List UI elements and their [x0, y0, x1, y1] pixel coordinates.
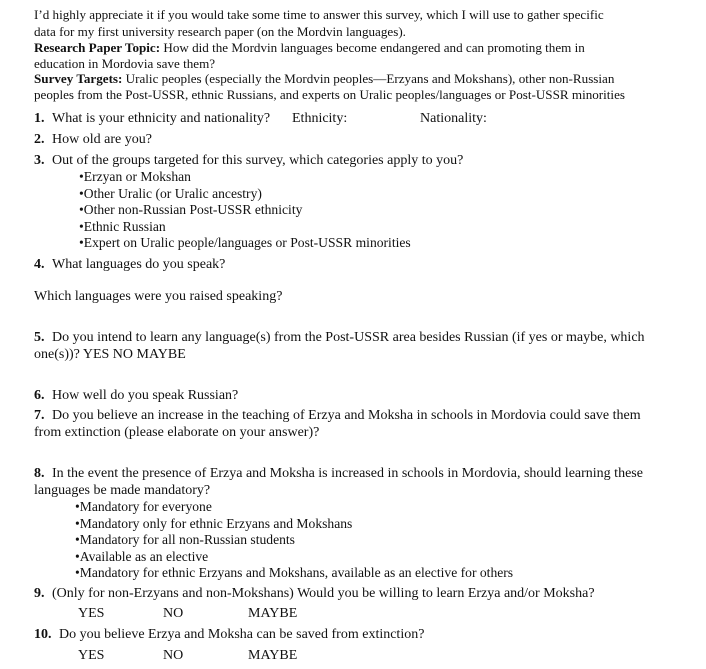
- option-other-uralic: •Other Uralic (or Uralic ancestry): [79, 186, 262, 201]
- survey-targets-label: Survey Targets:: [34, 71, 123, 86]
- option-other-non-russian: •Other non-Russian Post-USSR ethnicity: [79, 202, 303, 217]
- question-number: 7.: [34, 408, 45, 423]
- question-text: How well do you speak Russian?: [52, 388, 239, 403]
- question-text: Out of the groups targeted for this survey, which categories apply to you?: [52, 153, 464, 168]
- question-6: [34, 389, 238, 403]
- intro-line-1: I’d highly appreciate it if you would take some time to answer this survey, which I will use to gather specific: [34, 7, 604, 22]
- question-number: 8.: [34, 466, 45, 481]
- option-expert: •Expert on Uralic people/languages or Post-USSR minorities: [79, 235, 411, 250]
- question-text: Do you believe an increase in the teaching of Erzya and Moksha in schools in Mordovia could save them: [52, 408, 641, 423]
- research-topic-text-1: How did the Mordvin languages become endangered and can promoting them in: [160, 40, 585, 55]
- question-number: 10.: [34, 627, 52, 642]
- question-text: In the event the presence of Erzya and Moksha is increased in schools in Mordovia, should learning these: [52, 466, 643, 481]
- q9-maybe: MAYBE: [248, 606, 298, 621]
- question-7-line-2: from extinction (please elaborate on your answer)?: [34, 425, 320, 440]
- q10-yes: YES: [78, 648, 105, 663]
- question-4: [34, 258, 225, 272]
- question-number: 4.: [34, 257, 45, 272]
- question-text: (Only for non-Erzyans and non-Mokshans) Would you be willing to learn Erzya and/or Moksha?: [52, 586, 595, 601]
- research-topic-text-2: education in Mordovia save them?: [34, 56, 216, 71]
- research-topic-line-1: [34, 41, 585, 54]
- question-4-followup: Which languages were you raised speaking?: [34, 289, 283, 304]
- option-mandatory-ethnic: •Mandatory only for ethnic Erzyans and Mokshans: [75, 516, 353, 531]
- question-text: What languages do you speak?: [52, 257, 226, 272]
- question-3: [34, 154, 463, 168]
- question-10: [34, 628, 424, 642]
- q10-no: NO: [163, 648, 184, 663]
- survey-targets-line-1: [34, 72, 614, 85]
- question-number: 9.: [34, 586, 45, 601]
- question-5-line-2: one(s))? YES NO MAYBE: [34, 347, 186, 362]
- intro-line-2: data for my first university research paper (on the Mordvin languages).: [34, 24, 406, 39]
- question-8: [34, 467, 643, 481]
- question-number: 3.: [34, 153, 45, 168]
- question-7: [34, 409, 641, 423]
- option-mandatory-non-russian: •Mandatory for all non-Russian students: [75, 532, 295, 547]
- question-1: [34, 112, 270, 126]
- option-mandatory-everyone: •Mandatory for everyone: [75, 499, 212, 514]
- question-number: 1.: [34, 111, 45, 126]
- question-number: 5.: [34, 330, 45, 345]
- research-topic-label: Research Paper Topic:: [34, 40, 161, 55]
- q9-no: NO: [163, 606, 184, 621]
- nationality-label: Nationality:: [420, 111, 487, 126]
- question-number: 2.: [34, 132, 45, 147]
- q10-maybe: MAYBE: [248, 648, 298, 663]
- question-text: What is your ethnicity and nationality?: [52, 111, 271, 126]
- question-2: [34, 133, 152, 147]
- question-text: Do you believe Erzya and Moksha can be saved from extinction?: [59, 627, 425, 642]
- ethnicity-label: Ethnicity:: [292, 111, 348, 126]
- option-mandatory-ethnic-elective-others: •Mandatory for ethnic Erzyans and Mokshans, available as an elective for others: [75, 565, 514, 580]
- question-5: [34, 331, 645, 345]
- option-elective: •Available as an elective: [75, 549, 209, 564]
- question-number: 6.: [34, 388, 45, 403]
- question-8-line-2: languages be made mandatory?: [34, 483, 211, 498]
- question-text: Do you intend to learn any language(s) from the Post-USSR area besides Russian (if yes or maybe, which: [52, 330, 645, 345]
- option-ethnic-russian: •Ethnic Russian: [79, 219, 166, 234]
- survey-targets-text-2: peoples from the Post-USSR, ethnic Russians, and experts on Uralic peoples/languages or Post-USSR minorities: [34, 87, 625, 102]
- option-erzyan-mokshan: •Erzyan or Mokshan: [79, 169, 191, 184]
- q9-yes: YES: [78, 606, 105, 621]
- question-9: [34, 587, 595, 601]
- survey-targets-text-1: Uralic peoples (especially the Mordvin peoples—Erzyans and Mokshans), other non-Russian: [122, 71, 615, 86]
- question-text: How old are you?: [52, 132, 152, 147]
